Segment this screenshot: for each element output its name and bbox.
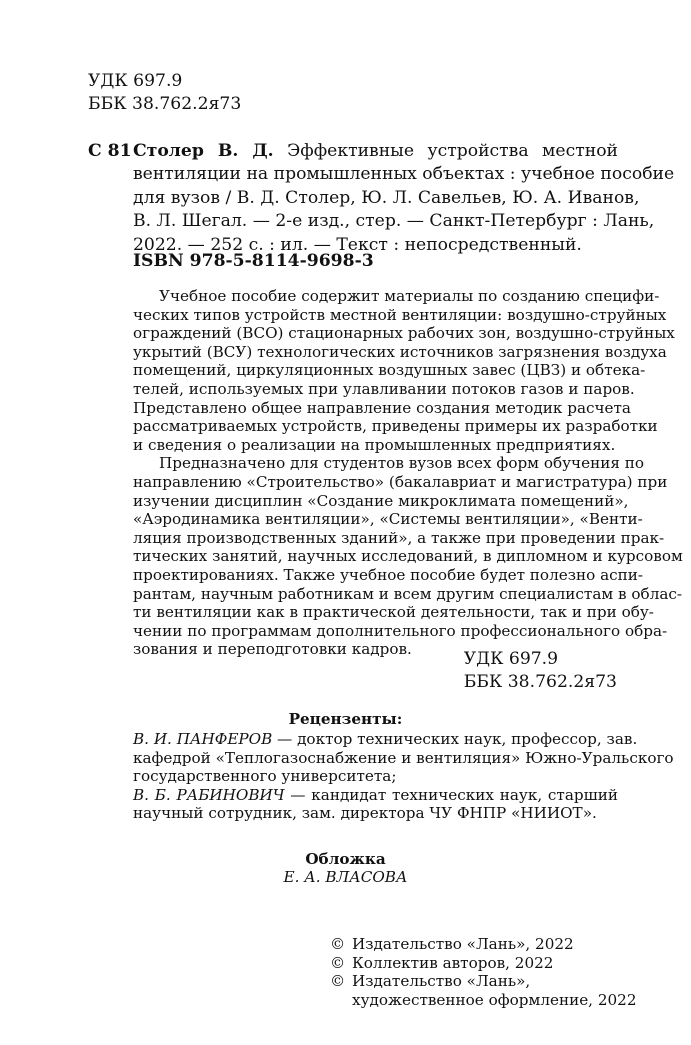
classification-block-bottom (464, 648, 617, 695)
reviewers-title: Рецензенты: (288, 710, 403, 728)
reviewer-line: кафедрой «Теплогазоснабжение и вентиляция» Южно-Уральского (133, 748, 674, 767)
bibliographic-record (133, 140, 675, 257)
cover-credit-title: Обложка (305, 850, 386, 868)
copyright-line: © Коллектив авторов, 2022 (330, 953, 554, 972)
udk-code: УДК 697.9 (88, 71, 183, 91)
copyright-icon: © (330, 972, 346, 991)
annotation-line: и сведения о реализации на промышленных предприятиях. (133, 435, 616, 454)
annotation-line: зования и переподготовки кадров. (133, 640, 412, 659)
annotation-line: рассматриваемых устройств, приведены примеры их разработки (133, 417, 658, 436)
annotation-line: Представлено общее направление создания методик расчета (133, 398, 631, 417)
copyright-icon: © (330, 935, 346, 953)
annotation-line: Предназначено для студентов вузов всех форм обучения по (159, 454, 644, 473)
reviewer-line: научный сотрудник, зам. директора ЧУ ФНПР «НИИОТ». (133, 804, 597, 823)
author-mark: С 81 (88, 141, 132, 161)
reviewer-line: В. Б. РАБИНОВИЧ — кандидат технических наук, старший (133, 785, 618, 804)
annotation-line: «Аэродинамика вентиляции», «Системы вентиляции», «Венти- (133, 510, 643, 529)
reviewer-line: В. И. ПАНФЕРОВ — доктор технических наук, профессор, зав. (133, 730, 638, 748)
annotation-line: направлению «Строительство» (бакалавриат и магистратура) при (133, 472, 668, 491)
bbk-code: ББК 38.762.2я73 (463, 672, 617, 693)
copyright-block (330, 935, 637, 1009)
bibliographic-line: Столер В. Д. Эффективные устройства местной (133, 141, 618, 161)
bibliographic-line: вентиляции на промышленных объектах : учебное пособие (133, 164, 675, 185)
copyright-icon: © (330, 953, 346, 972)
reviewer-line: государственного университета; (133, 767, 397, 786)
annotation-line: изучении дисциплин «Создание микроклимата помещений», (133, 491, 629, 510)
annotation-line: рантам, научным работникам и всем другим специалистам в облас- (133, 584, 683, 603)
reviewers-list (133, 730, 674, 823)
annotation-line: ческих типов устройств местной вентиляции: воздушно-струйных (133, 305, 667, 324)
cover-credit-name: Е. А. ВЛАСОВА (283, 868, 408, 886)
annotation (133, 287, 683, 659)
isbn: ISBN 978-5-8114-9698-3 (133, 251, 374, 271)
copyright-line: художественное оформление, 2022 (352, 990, 637, 1009)
bibliographic-line: В. Л. Шегал. — 2-е изд., стер. — Санкт-Петербург : Лань, (133, 211, 655, 232)
classification-block-top (88, 70, 241, 117)
bbk-code: ББК 38.762.2я73 (88, 94, 242, 115)
annotation-line: Учебное пособие содержит материалы по созданию специфи- (159, 287, 660, 305)
copyright-line: © Издательство «Лань», 2022 (330, 935, 574, 953)
annotation-line: ти вентиляции как в практической деятельности, так и при обу- (133, 603, 654, 622)
reviewer-name: В. И. ПАНФЕРОВ (133, 730, 273, 748)
annotation-line: ограждений (ВСО) стационарных рабочих зон, воздушно-струйных (133, 324, 675, 343)
copyright-line: © Издательство «Лань», (330, 972, 531, 991)
bibliographic-line: для вузов / В. Д. Столер, Ю. Л. Савельев, Ю. А. Иванов, (133, 187, 640, 208)
annotation-line: помещений, циркуляционных воздушных завес (ЦВЗ) и обтека- (133, 361, 646, 380)
annotation-line: ляция производственных зданий», а также при проведении прак- (133, 528, 665, 547)
annotation-line: укрытий (ВСУ) технологических источников загрязнения воздуха (133, 342, 667, 361)
author-name: Столер В. Д. (133, 141, 274, 161)
udk-code: УДК 697.9 (463, 649, 559, 669)
reviewer-name: В. Б. РАБИНОВИЧ (133, 785, 285, 804)
bibliographic-line: 2022. — 252 с. : ил. — Текст : непосредственный. (133, 234, 582, 255)
annotation-line: тических занятий, научных исследований, в дипломном и курсовом (133, 547, 683, 566)
annotation-line: телей, используемых при улавливании потоков газов и паров. (133, 379, 635, 398)
annotation-line: чении по программам дополнительного профессионального обра- (133, 621, 668, 640)
annotation-line: проектированиях. Также учебное пособие будет полезно аспи- (133, 565, 644, 584)
